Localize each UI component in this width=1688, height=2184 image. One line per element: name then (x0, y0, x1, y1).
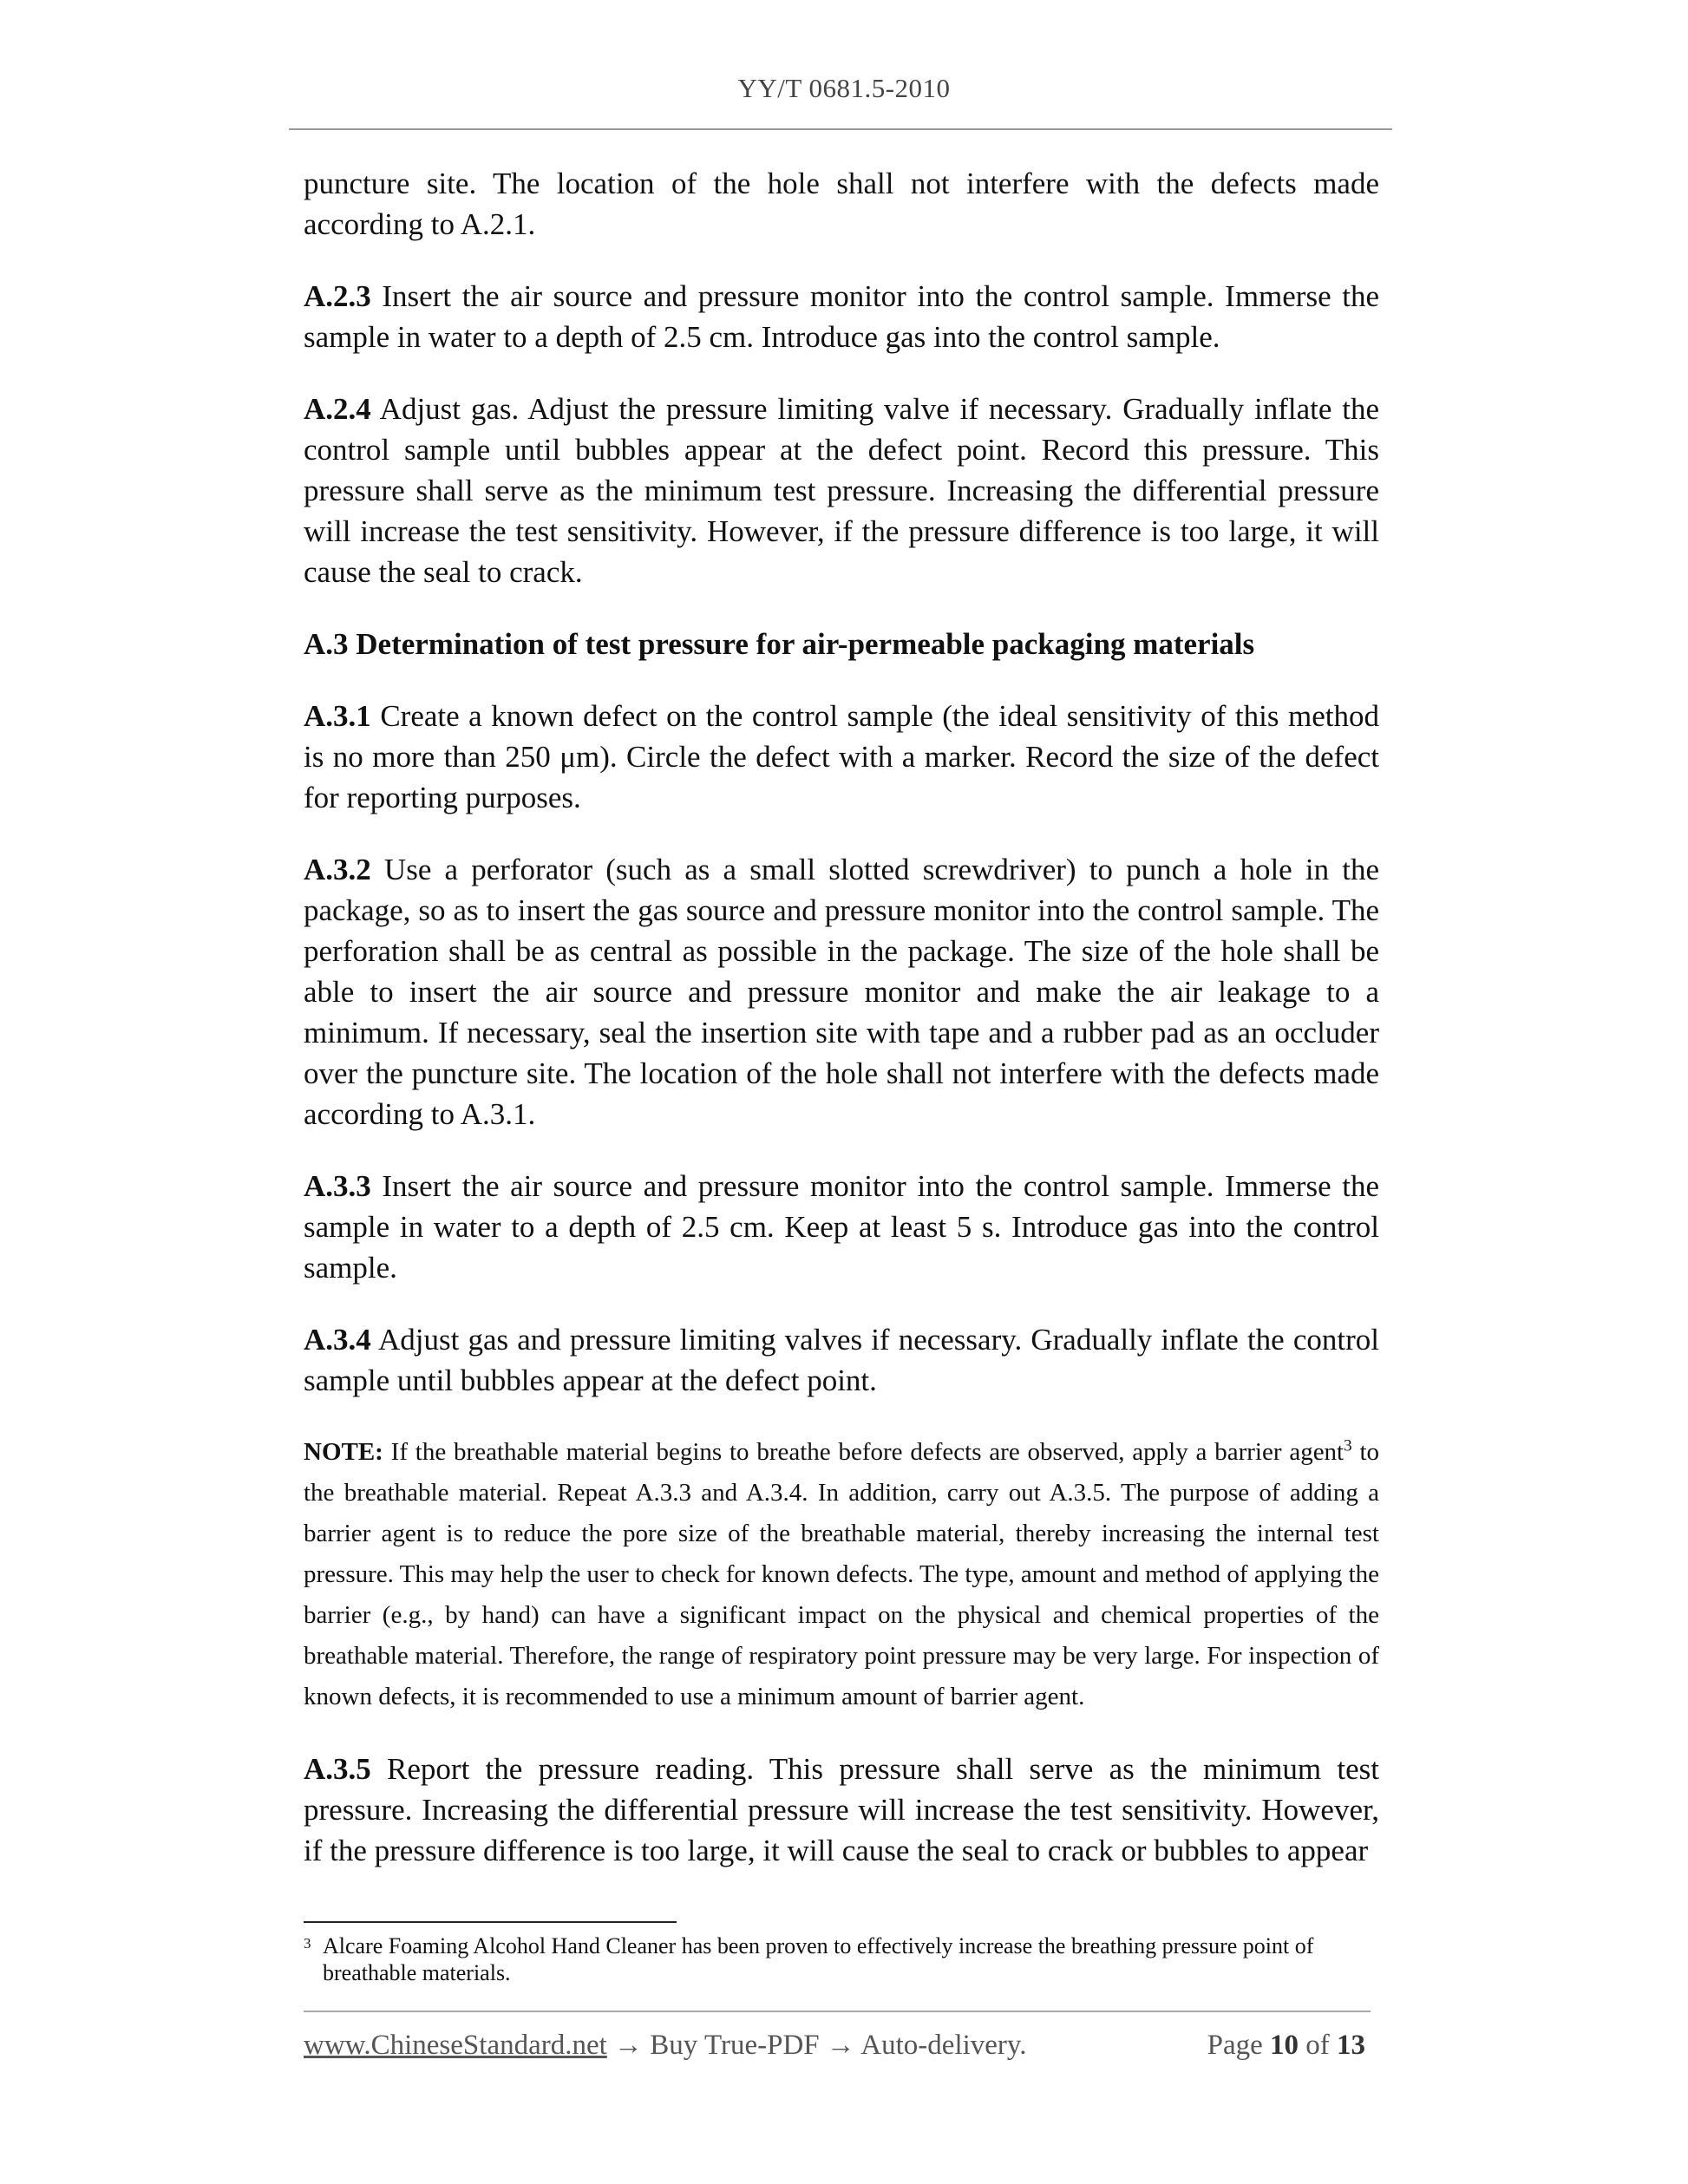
clause-a-3-5 (304, 1749, 1379, 1871)
document-body (304, 163, 1379, 1902)
page-header-title: YY/T 0681.5-2010 (737, 73, 951, 103)
clause-label: A.3.1 (304, 699, 371, 733)
clause-label: A.2.3 (304, 279, 371, 313)
clause-a-2-4 (304, 389, 1379, 592)
paragraph-text: Create a known defect on the control sample (the ideal sensitivity of this method is no more than 250 μm). Circle the defect with a marker. Record the size of the defect for reporting purposes. (304, 699, 1379, 814)
total-pages-number: 13 (1337, 2030, 1365, 2061)
website-link[interactable]: www.ChineseStandard.net (304, 2030, 607, 2061)
clause-label: A.3.2 (304, 853, 371, 886)
clause-a-3-3 (304, 1166, 1379, 1288)
header-divider (289, 128, 1392, 130)
clause-label: A.3.4 (304, 1323, 371, 1357)
current-page-number: 10 (1270, 2030, 1299, 2061)
paragraph-continuation (304, 163, 1379, 245)
footnote (304, 1932, 1379, 1986)
clause-a-3-1 (304, 696, 1379, 818)
paragraph-text: Insert the air source and pressure monitor into the control sample. Immerse the sample in water to a depth of 2.5 cm. Introduce gas into the control sample. (304, 279, 1379, 354)
footnote-divider (304, 1921, 677, 1923)
clause-a-3-4 (304, 1319, 1379, 1401)
footnote-reference[interactable]: 3 (1344, 1436, 1352, 1455)
paragraph-text: Adjust gas and pressure limiting valves if necessary. Gradually inflate the control sample until bubbles appear at the defect point. (304, 1323, 1379, 1397)
promo-text: → Buy True-PDF → Auto-delivery. (606, 2030, 1027, 2061)
note-block (304, 1432, 1379, 1717)
paragraph-text: Use a perforator (such as a small slotted screwdriver) to punch a hole in the package, so as to insert the gas source and pressure monitor into the control sample. The perforation shall be as central as possible in the package. The size of the hole shall be able to insert the air source and pressure monitor and make the air leakage to a minimum. If necessary, seal the insertion site with tape and a rubber pad as an occluder over the puncture site. The location of the hole shall not interfere with the defects made according to A.3.1. (304, 853, 1379, 1131)
page-label: Page (1207, 2030, 1263, 2061)
paragraph-text: Report the pressure reading. This pressure shall serve as the minimum test pressure. Increasing the differential pressure will increase the test sensitivity. However, if the pressure difference is too large, it will cause the seal to crack or bubbles to appear (304, 1752, 1379, 1867)
paragraph-text: puncture site. The location of the hole shall not interfere with the defects made according to A.2.1. (304, 167, 1379, 241)
note-text: If the breathable material begins to breathe before defects are observed, apply a barrier agent (383, 1438, 1345, 1466)
footnote-number: 3 (304, 1935, 311, 1952)
clause-a-3-2 (304, 849, 1379, 1135)
clause-label: A.2.4 (304, 392, 371, 426)
footnote-text: Alcare Foaming Alcohol Hand Cleaner has been proven to effectively increase the breathing pressure point of breathable materials. (323, 1933, 1314, 1985)
page-of-label: of (1305, 2030, 1330, 2061)
note-label: NOTE: (304, 1438, 383, 1466)
footer-divider (304, 2011, 1371, 2012)
clause-label: A.3.3 (304, 1169, 371, 1203)
page-indicator (1207, 2030, 1365, 2062)
note-text: to the breathable material. Repeat A.3.3 and A.3.4. In addition, carry out A.3.5. The purpose of adding a barrier agent is to reduce the pore size of the breathable material, thereby increasing the internal test pressure. This may help the user to check for known defects. The type, amount and method of applying the barrier (e.g., by hand) can have a significant impact on the physical and chemical properties of the breathable material. Therefore, the range of respiratory point pressure may be very large. For inspection of known defects, it is recommended to use a minimum amount of barrier agent. (304, 1438, 1380, 1710)
section-heading-a-3: A.3 Determination of test pressure for air-permeable packaging materials (304, 627, 1255, 661)
clause-label: A.3.5 (304, 1752, 371, 1786)
page-footer (304, 2030, 1371, 2062)
paragraph-text: Adjust gas. Adjust the pressure limiting valve if necessary. Gradually inflate the control sample until bubbles appear at the defect point. Record this pressure. This pressure shall serve as the minimum test pressure. Increasing the differential pressure will increase the test sensitivity. However, if the pressure difference is too large, it will cause the seal to crack. (304, 392, 1379, 589)
paragraph-text: Insert the air source and pressure monitor into the control sample. Immerse the sample in water to a depth of 2.5 cm. Keep at least 5 s. Introduce gas into the control sample. (304, 1169, 1379, 1285)
clause-a-2-3 (304, 276, 1379, 357)
